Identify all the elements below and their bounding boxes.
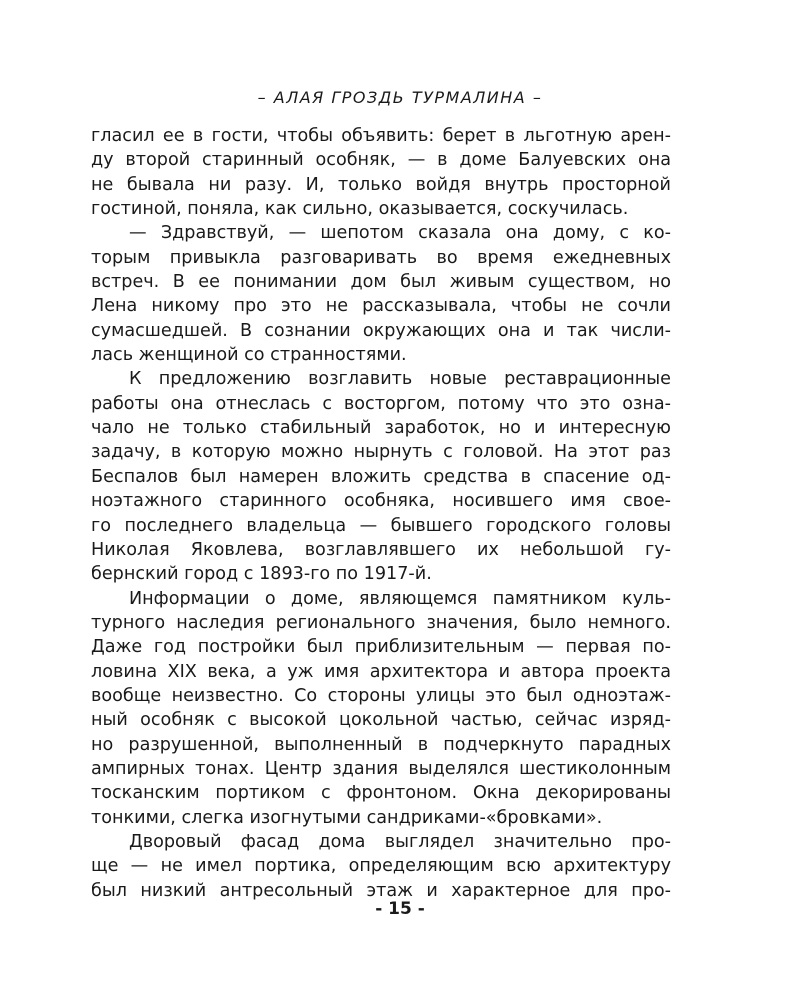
text-line: ще — не имел портика, определяющим всю архитектуру bbox=[91, 856, 671, 877]
text-line: но разрушенной, выполненный в подчеркнуто парадных bbox=[91, 734, 671, 755]
text-line: тосканским портиком с фронтоном. Окна декорированы bbox=[91, 783, 671, 804]
text-line: Информации о доме, являющемся памятником куль- bbox=[129, 588, 671, 609]
text-line: лась женщиной со странностями. bbox=[91, 345, 407, 366]
text-line: Беспалов был намерен вложить средства в спасение од- bbox=[91, 466, 671, 487]
text-line: Дворовый фасад дома выглядел значительно про- bbox=[129, 831, 671, 852]
text-line: бернский город с 1893-го по 1917-й. bbox=[91, 564, 432, 585]
text-line: вообще неизвестно. Со стороны улицы это был одноэтаж- bbox=[91, 685, 671, 706]
text-line: ноэтажного старинного особняка, носившего имя свое- bbox=[91, 491, 671, 512]
text-line: торым привыкла разговаривать во время ежедневных bbox=[91, 247, 671, 268]
text-line: чало не только стабильный заработок, но и интересную bbox=[91, 418, 671, 439]
text-line: не бывала ни разу. И, только войдя внутрь просторной bbox=[91, 174, 671, 195]
text-line: гласил ее в гости, чтобы объявить: берет в льготную арен- bbox=[91, 126, 671, 146]
text-line: тонкими, слегка изогнутыми сандриками-«бровками». bbox=[91, 807, 603, 828]
text-line: го последнего владельца — бывшего городского головы bbox=[91, 515, 671, 536]
text-line: Даже год постройки был приблизительным — первая по- bbox=[91, 637, 671, 658]
text-line: гостиной, поняла, как сильно, оказывается, соскучилась. bbox=[91, 199, 629, 220]
text-line: Лена никому про это не рассказывала, чтобы не сочли bbox=[91, 296, 671, 317]
text-line: ный особняк с высокой цокольной частью, сейчас изряд- bbox=[91, 710, 671, 731]
text-line: — Здравствуй, — шепотом сказала она дому, с ко- bbox=[129, 223, 671, 244]
text-line: был низкий антресольный этаж и характерное для про- bbox=[91, 880, 671, 901]
text-line: ду второй старинный особняк, — в доме Балуевских она bbox=[91, 150, 671, 171]
running-head: – АЛАЯ ГРОЗДЬ ТУРМАЛИНА – bbox=[257, 88, 543, 107]
text-line: Николая Яковлева, возглавлявшего их небольшой гу- bbox=[91, 539, 671, 560]
text-line: ловина XIX века, а уж имя архитектора и автора проекта bbox=[91, 661, 671, 682]
body-text bbox=[91, 124, 671, 903]
text-line: встреч. В ее понимании дом был живым существом, но bbox=[91, 272, 671, 293]
page-number: - 15 - bbox=[375, 899, 425, 919]
text-line: работы она отнеслась с восторгом, потому что это озна- bbox=[91, 393, 671, 414]
text-line: ампирных тонах. Центр здания выделялся шестиколонным bbox=[91, 758, 671, 779]
text-line: сумасшедшей. В сознании окружающих она и так числи- bbox=[91, 320, 671, 341]
text-line: К предложению возглавить новые реставрационные bbox=[129, 369, 671, 390]
text-line: турного наследия регионального значения, было немного. bbox=[91, 612, 671, 633]
text-line: задачу, в которую можно нырнуть с головой. На этот раз bbox=[91, 442, 671, 463]
